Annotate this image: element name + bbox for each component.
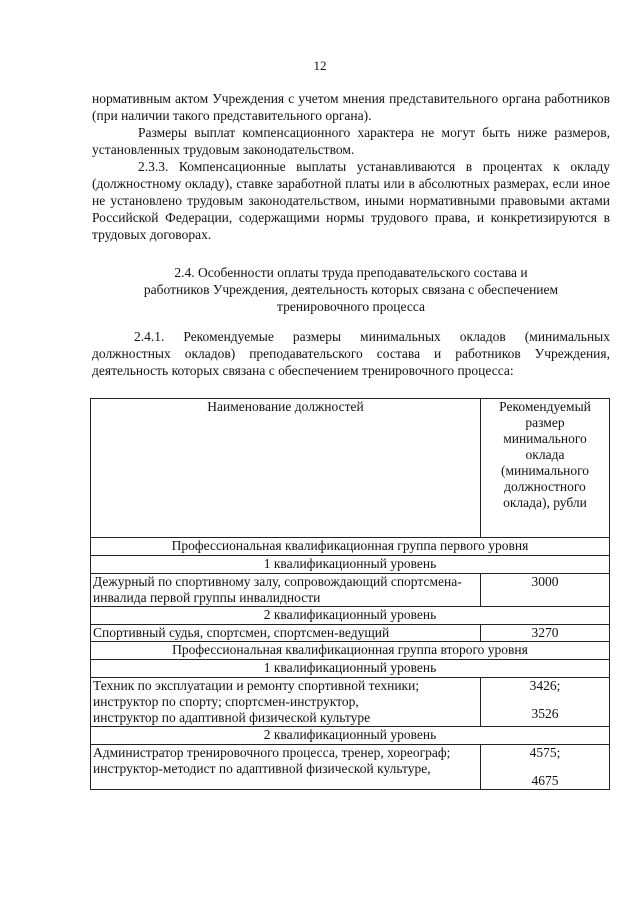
paragraph-representative-body: нормативным актом Учреждения с учетом мнения представительного органа работников (при наличии такого представительного органа). — [92, 91, 610, 123]
paragraph-2-3-3: 2.3.3. Компенсационные выплаты устанавливаются в процентах к окладу (должностному окладу), ставке заработной платы или в абсолютных размерах, если иное не установлено трудовым законодательством, иными нормативными правовыми актами Российской Федерации, содержащими нормы трудового права, и конкретизируются в трудовых договорах. — [92, 159, 610, 242]
position-cell: Дежурный по спортивному залу, сопровождающий спортсмена-инвалида первой группы инвалидности — [91, 574, 481, 607]
level-row — [91, 607, 610, 625]
group-row — [91, 538, 610, 556]
table-row — [91, 625, 610, 642]
position-cell — [91, 678, 481, 727]
table-row — [91, 678, 610, 727]
level-row — [91, 556, 610, 574]
salary-cell — [481, 745, 610, 790]
position-text-2: инструктор-методист по адаптивной физической культуре, — [93, 761, 431, 776]
section-heading-line-2: работников Учреждения, деятельность которых связана с обеспечением — [143, 282, 559, 297]
header-position: Наименование должностей — [91, 399, 481, 538]
section-heading-2-4 — [92, 264, 610, 315]
page-number: 12 — [313, 58, 327, 73]
group-1-level-2: 2 квалификационный уровень — [91, 607, 610, 625]
salary-cell: 3000 — [481, 574, 610, 607]
group-2-title: Профессиональная квалификационная группа второго уровня — [91, 642, 610, 660]
salary-value-1: 4575; — [529, 745, 561, 760]
salary-cell: 3270 — [481, 625, 610, 642]
section-heading-line-3: тренировочного процесса — [277, 299, 425, 314]
salary-value-2: 3526 — [531, 706, 559, 721]
position-text-2: инструктор по адаптивной физической культуре — [93, 710, 371, 725]
position-cell: Спортивный судья, спортсмен, спортсмен-ведущий — [91, 625, 481, 642]
table-header-row — [91, 399, 610, 538]
group-2-level-1: 1 квалификационный уровень — [91, 660, 610, 678]
section-heading-line-1: 2.4. Особенности оплаты труда преподавательского состава и — [174, 265, 528, 280]
level-row — [91, 727, 610, 745]
position-text: Техник по эксплуатации и ремонту спортивной техники; инструктор по спорту; спортсмен-инструктор, — [93, 678, 420, 709]
paragraph-2-4-1: 2.4.1. Рекомендуемые размеры минимальных окладов (минимальных должностных окладов) преподавательского состава и работников Учреждения, деятельность которых связана с обеспечением тренировочного процесса: — [92, 329, 610, 378]
table-row — [91, 574, 610, 607]
salary-value-1: 3426; — [529, 678, 561, 693]
position-text: Администратор тренировочного процесса, тренер, хореограф; — [93, 745, 451, 760]
salary-cell — [481, 678, 610, 727]
group-2-level-2: 2 квалификационный уровень — [91, 727, 610, 745]
paragraph-compensation-minimum: Размеры выплат компенсационного характера не могут быть ниже размеров, установленных трудовым законодательством. — [92, 125, 610, 157]
level-row — [91, 660, 610, 678]
salary-table — [90, 398, 610, 790]
group-row — [91, 642, 610, 660]
header-salary: Рекомендуемый размер минимального оклада (минимального должностного оклада), рубли — [481, 399, 610, 538]
salary-value-2: 4675 — [531, 773, 559, 788]
position-cell — [91, 745, 481, 790]
group-1-level-1: 1 квалификационный уровень — [91, 556, 610, 574]
table-row — [91, 745, 610, 790]
group-1-title: Профессиональная квалификационная группа первого уровня — [91, 538, 610, 556]
